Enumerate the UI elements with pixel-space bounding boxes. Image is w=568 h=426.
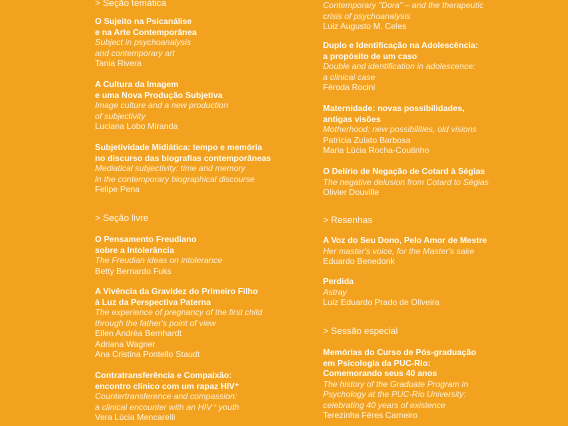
article-entry-continued[interactable] [323,0,568,32]
article-subtitle: crisis of psychoanalysis [323,10,411,21]
article-title: O Delírio de Negação de Cotard à Ségias [323,166,485,176]
article-subtitle: in the contemporary biographical discourse [95,173,255,184]
article-author: Betty Bernardo Fuks [95,265,172,276]
article-subtitle: The history of the Graduate Program in [323,378,469,389]
article-title: e na Arte Contemporânea [95,26,197,37]
article-title: em Psicologia da PUC-Rio: [323,357,431,368]
article-entry[interactable] [95,234,340,276]
article-author: Ana Cristina Pontello Staudt [95,349,200,359]
article-subtitle: Psychology at the PUC-Rio University: [323,389,466,399]
article-author: Eduardo Benedonk [323,256,395,266]
article-author: Maria Lúcia Rocha-Coutinho [323,145,430,155]
article-author: Féroda Rocini [323,82,376,92]
article-subtitle: The negative delusion from Cotard to Ségias [323,176,489,187]
article-entry[interactable] [95,79,340,132]
article-author: Terezinha Féres Carneiro [323,410,418,420]
article-subtitle: Mediatical subjectivity: time and memory [95,163,246,173]
article-title: sobre a Intolerância [95,244,175,255]
article-title: O Sujeito na Psicanálise [95,16,192,26]
article-subtitle: The experience of pregnancy of the first child [95,307,263,317]
article-author: Ellen Andréa Bernhardt [95,328,182,338]
article-author: Patrícia Zulato Barbosa [323,134,411,145]
article-title: encontro clínico com um rapaz HIV⁺ [95,380,240,391]
article-subtitle: Subject in psychoanalysis [95,37,191,47]
article-author: Adriana Wagner [95,338,156,349]
article-subtitle: a clinical case [323,71,376,82]
article-title: Subjetividade Midiática: tempo e memória [95,142,263,152]
article-entry[interactable] [95,142,340,195]
article-author: Felipe Pena [95,184,140,194]
article-entry[interactable] [95,16,340,69]
article-title: A Cultura da Imagem [95,79,179,89]
article-author: Luiz Augusto M. Celes [323,21,407,31]
article-author: Tania Rivera [95,58,142,68]
section-heading-tematica: > Seção temática [95,0,167,8]
article-title: Duplo e Identificação na Adolescência: [323,40,479,50]
article-subtitle: Countertransference and compassion: [95,391,237,401]
section-heading-sessao-especial: > Sessão especial [323,326,398,336]
article-title: à Luz da Perspectiva Paterna [95,296,211,307]
article-subtitle: through the father's point of view [95,317,216,328]
article-author: Vera Lúcia Mencarelli [95,412,176,422]
article-subtitle: Image culture and a new production [95,100,229,110]
article-title: e uma Nova Produção Subjetiva [95,89,223,100]
article-title: A Vivência da Gravidez do Primeiro Filho [95,286,258,296]
section-heading-resenhas: > Resenhas [323,215,373,225]
article-subtitle: of subjectivity [95,110,146,121]
article-entry[interactable] [323,166,568,198]
article-entry[interactable] [323,40,568,93]
article-title: A Voz do Seu Dono, Pelo Amor de Mestre [323,235,487,245]
article-author: Olivier Douville [323,187,379,197]
article-entry[interactable] [323,103,568,156]
article-entry[interactable] [95,286,340,360]
article-title: a propósito de um caso [323,50,418,61]
article-title: Perdida [323,276,354,286]
article-entry[interactable] [323,276,568,308]
article-title: O Pensamento Freudiano [95,234,197,244]
article-subtitle: Motherhood: new possibilities, old visions [323,124,477,134]
article-title: Comemorando seus 40 anos [323,368,438,378]
article-subtitle: Astray [323,286,347,297]
article-entry[interactable] [323,235,568,267]
article-subtitle: a clinical encounter with an HIV⁺ youth [95,401,240,412]
article-author: Luiz Eduardo Prado de Oliveira [323,297,440,307]
article-title: antigas visões [323,113,381,124]
article-subtitle: The Freudian ideas on intolerance [95,255,223,265]
article-subtitle: celebrating 40 years of existence [323,399,446,410]
article-subtitle: Contemporary "Dora" – and the therapeutic [323,0,484,10]
section-heading-livre: > Seção livre [95,213,149,223]
article-title: Maternidade: novas possibilidades, [323,103,465,113]
article-title: no discurso das biografias contemporâneas [95,152,271,163]
article-subtitle: Double and identification in adolescence: [323,61,476,71]
article-title: Contratransferência e Compaixão: [95,370,232,380]
article-entry[interactable] [323,347,568,421]
article-subtitle: and contemporary art [95,47,175,58]
article-title: Memórias do Curso de Pós-graduação [323,347,477,357]
article-entry[interactable] [95,370,340,423]
article-author: Luciana Lobo Miranda [95,121,178,131]
article-subtitle: Her master's voice, for the Master's sake [323,245,475,256]
